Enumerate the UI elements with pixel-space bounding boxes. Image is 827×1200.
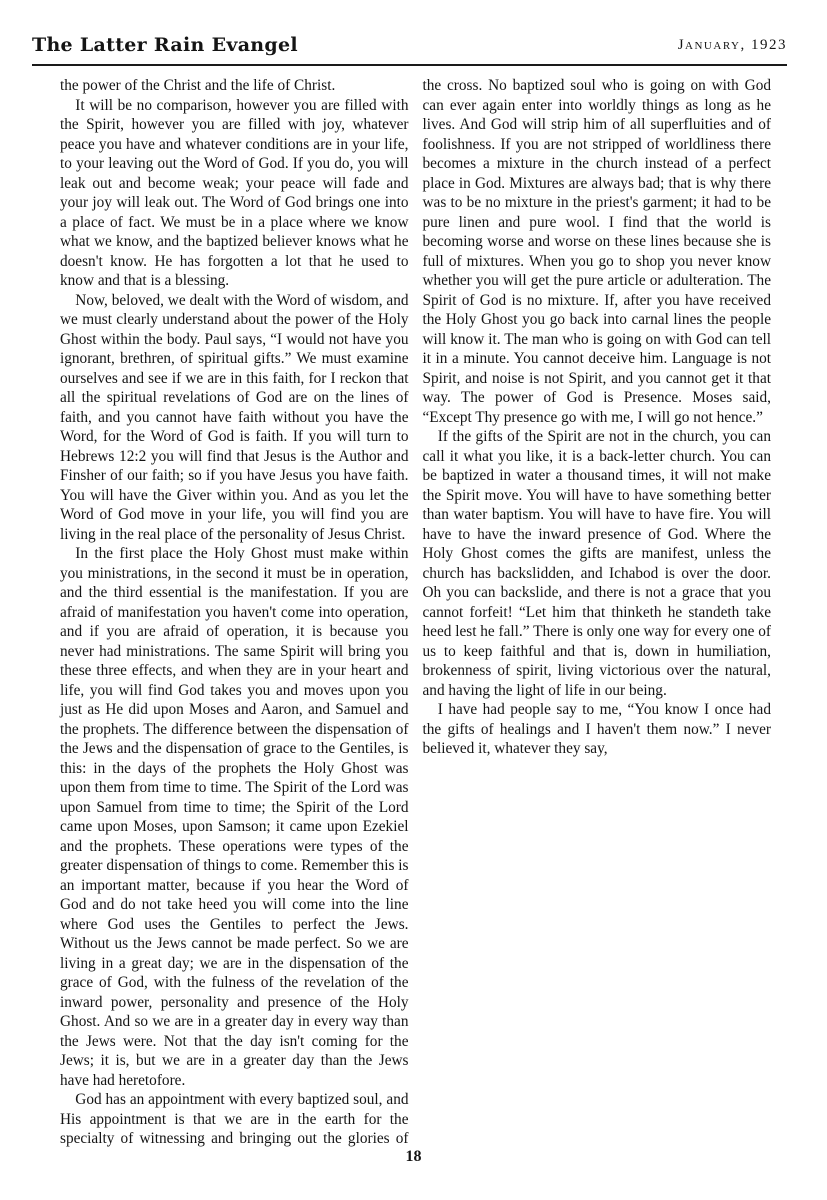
- paragraph: Now, beloved, we dealt with the Word of wisdom, and we must clearly understand about the power of the Holy Ghost within the body. Paul says, “I would not have you ignorant, brethren, of spiritual gifts.” We must examine ourselves and see if we are in this faith, for I reckon that all the spiritual revelations of God are on the lines of faith, and you cannot have faith without you have the Word, for the Word of God is faith. If you will turn to Hebrews 12:2 you will find that Jesus is the Author and Finsher of our faith; so if you have Jesus you have faith. You will have the Giver within you. And as you let the Word of God move in your life, you will find you are living in the real place of the personality of Jesus Christ.: [60, 291, 409, 543]
- paragraph: I have had people say to me, “You know I once had the gifts of healings and I haven't them now.” I never believed it, whatever they say,: [422, 701, 771, 757]
- running-header: [32, 28, 787, 66]
- page-number: 18: [405, 1148, 422, 1165]
- paragraph: God has an appointment with every baptized soul, and His appointment is that we are in the earth for the specialty of witnessing and bringing out the glories of the cross. No baptized soul who is going on with God can ever again enter into worldly things as long as he lives. And God will strip him of all superfluities and of foolishness. If you are not stripped of worldliness there becomes a mixture in the church instead of a perfect place in God. Mixtures are always bad; that is why there was to be no mixture in the priest's garment; it had to be pure linen and pure wool. I find that the world is becoming worse and worse on these lines because she is full of mixtures. When you go to shop you never know whether you will get the pure article or adulteration. The Spirit of God is no mixture. If, after you have received the Holy Ghost you go back into carnal lines the people will know it. The man who is going on with God can tell it in a minute. You cannot deceive him. Language is not Spirit, and noise is not Spirit, and you cannot get it that way. The power of God is Presence. Moses said, “Except Thy presence go with me, I will go not hence.”: [60, 77, 771, 1147]
- paragraph: In the first place the Holy Ghost must make within you ministrations, in the second it must be in operation, and the third essential is the manifestation. If you are afraid of manifestation you haven't come into operation, and if you are afraid of operation, it is because you never had ministrations. The same Spirit will bring you these three effects, and when they are in your heart and life, you will find God takes you and moves upon you just as He did upon Moses and Aaron, and Samuel and the prophets. The difference between the dispensation of the Jews and the dispensation of grace to the Gentiles, is this: in the days of the prophets the Holy Ghost was upon them from time to time. The Spirit of the Lord was upon Samuel from time to time; the Spirit of the Lord came upon Moses, upon Samson; it came upon Ezekiel and the prophets. These operations were types of the greater dispensation of things to come. Remember this is an important matter, because if you hear the Word of God and do not take heed you will come into the line where God uses the Gentiles to perfect the Jews. Without us the Jews cannot be made perfect. So we are living in a great day; we are in the dispensation of the grace of God, with the fulness of the revelation of the inward power, personality and presence of the Holy Ghost. And so we are in a greater day in every way than the Jews were. Not that the day isn't coming for the Jews; it is, but we are in a greater day than the Jews have had heretofore.: [60, 545, 409, 1089]
- issue-date: January, 1923: [677, 37, 787, 53]
- article-body: [60, 76, 771, 1152]
- paragraph: If the gifts of the Spirit are not in the church, you can call it what you like, it is a back-letter church. You can be baptized in water a thousand times, it will not make the Spirit move. You will have to have something better than water baptism. You will have to have fire. You will have to have the inward presence of God. Where the Holy Ghost comes the gifts are manifest, unless the church has backslidden, and Ichabod is over the door. Oh you can backslide, and there is not a grace that you cannot forfeit! “Let him that thinketh he standeth take heed lest he fall.” There is only one way for every one of us to keep faithful and that is, down in humiliation, brokenness of spirit, living victorious over the natural, and having the light of life in our being.: [422, 428, 771, 699]
- paragraph: the power of the Christ and the life of Christ.: [60, 77, 336, 94]
- journal-title: The Latter Rain Evangel: [32, 34, 298, 56]
- paragraph: It will be no comparison, however you are filled with the Spirit, however you are filled with joy, whatever peace you have and whatever conditions are in your life, to your leaving out the Word of God. If you do, you will leak out and become weak; your peace will fade and your joy will leak out. The Word of God brings one into a place of fact. We must be in a place where we know what we know, and the baptized believer knows what he doesn't know. He has forgotten a lot that he used to know and that is a blessing.: [60, 96, 409, 289]
